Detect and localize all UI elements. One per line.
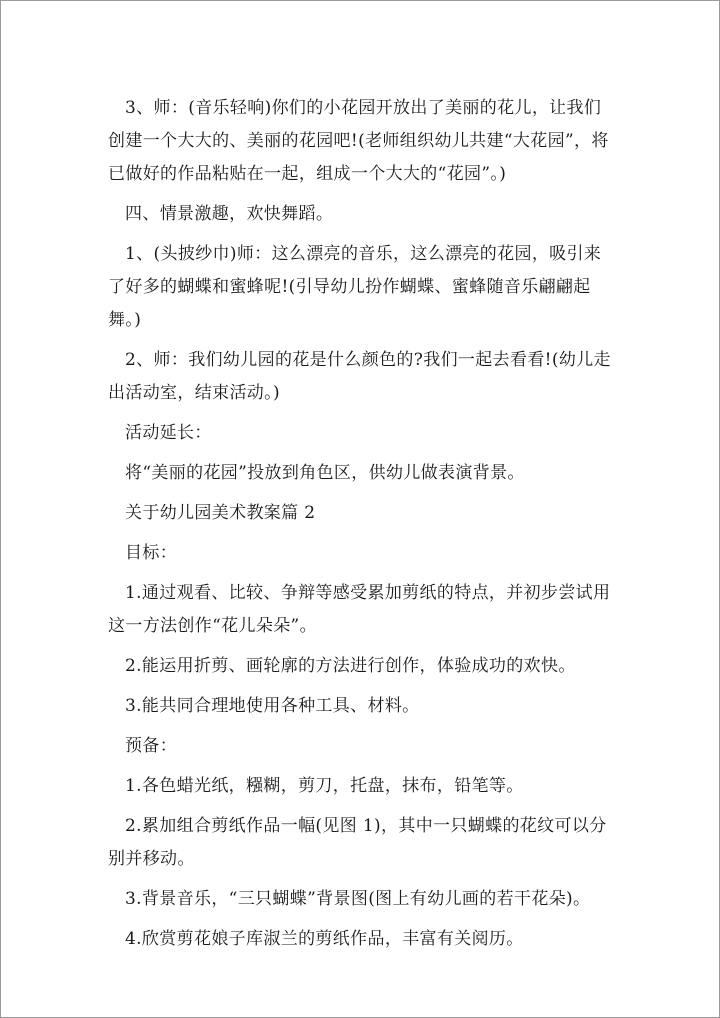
document-body	[108, 92, 614, 956]
paragraph-step-3: 3、师：(音乐轻响)你们的小花园开放出了美丽的花儿，让我们创建一个大大的、美丽的花园吧!(老师组织幼儿共建“大花园”，将已做好的作品粘贴在一起，组成一个大大的“花园”。)	[108, 98, 609, 184]
goal-2: 2.能运用折剪、画轮廓的方法进行创作，体验成功的欢快。	[125, 656, 576, 676]
paragraph-step-2-dance: 2、师：我们幼儿园的花是什么颜色的?我们一起去看看!(幼儿走出活动室，结束活动。)	[108, 350, 611, 403]
preparation-heading: 预备：	[125, 736, 178, 756]
lesson-2-title: 关于幼儿园美术教案篇 2	[125, 503, 316, 523]
goal-3: 3.能共同合理地使用各种工具、材料。	[125, 696, 420, 716]
extension-text: 将“美丽的花园”投放到角色区，供幼儿做表演背景。	[125, 463, 525, 483]
paragraph-step-1-dance: 1、(头披纱巾)师：这么漂亮的音乐，这么漂亮的花园，吸引来了好多的蝴蝶和蜜蜂呢!(引导幼儿扮作蝴蝶、蜜蜂随音乐翩翩起舞。)	[108, 244, 602, 330]
goals-heading: 目标：	[125, 543, 178, 563]
preparation-3: 3.背景音乐，“三只蝴蝶”背景图(图上有幼儿画的若干花朵)。	[125, 889, 591, 909]
preparation-1: 1.各色蜡光纸，糨糊，剪刀，托盘，抹布，铅笔等。	[125, 776, 524, 796]
goal-1: 1.通过观看、比较、争辩等感受累加剪纸的特点，并初步尝试用这一方法创作“花儿朵朵”。	[108, 583, 611, 636]
extension-heading: 活动延长：	[125, 423, 212, 443]
section-heading-4: 四、情景激趣，欢快舞蹈。	[125, 204, 334, 224]
preparation-2: 2.累加组合剪纸作品一幅(见图 1)，其中一只蝴蝶的花纹可以分别并移动。	[108, 816, 607, 869]
preparation-4: 4.欣赏剪花娘子库淑兰的剪纸作品，丰富有关阅历。	[125, 929, 524, 949]
